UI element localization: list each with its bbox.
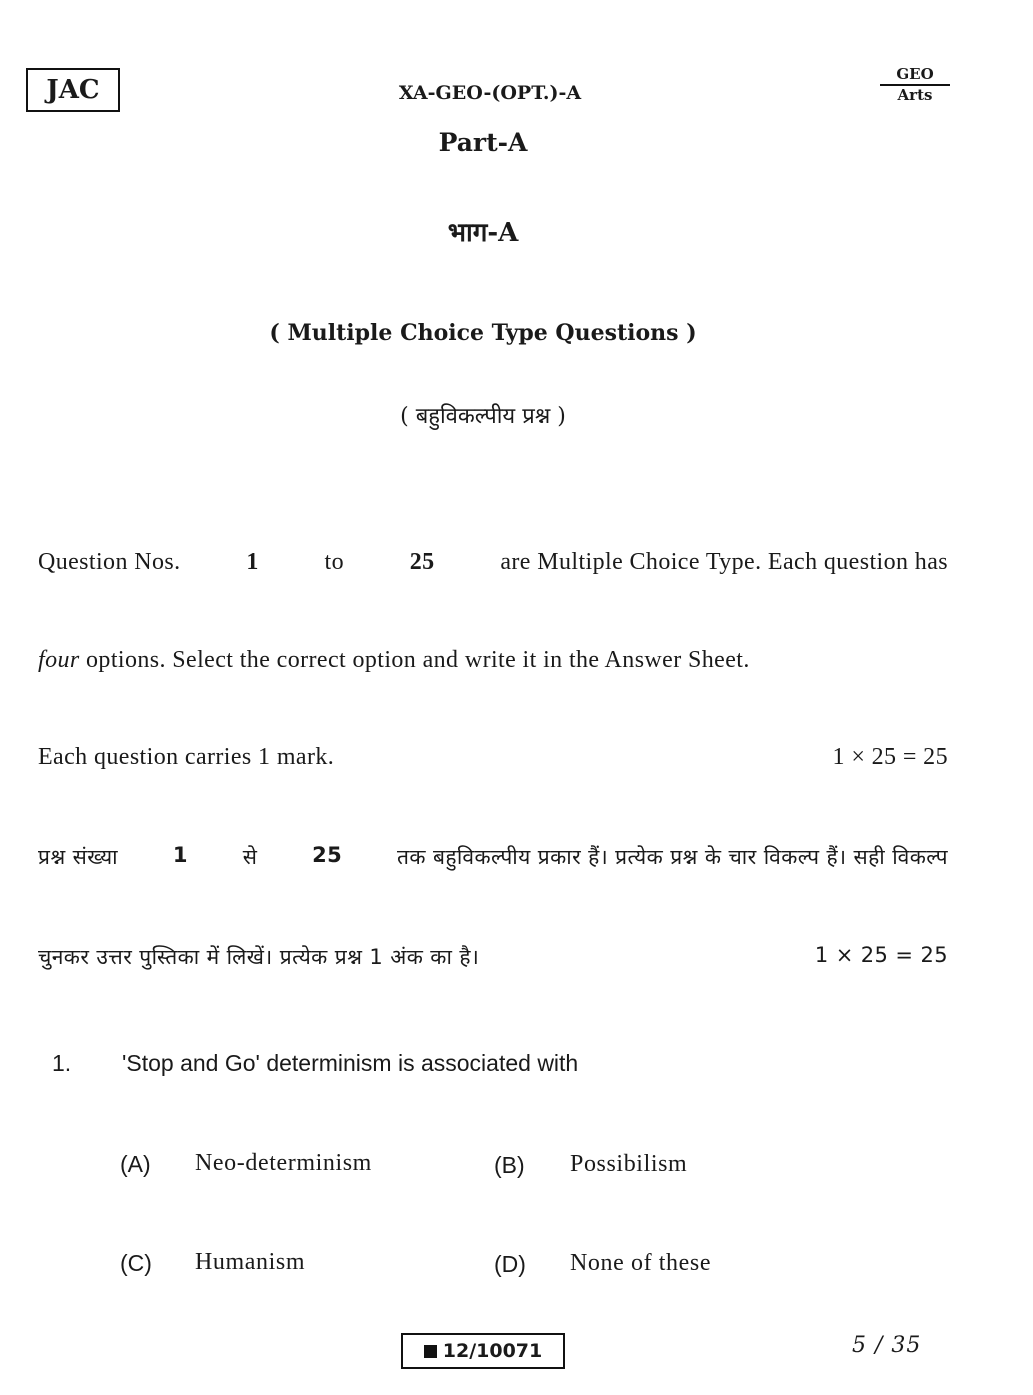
instruction-en-line2 bbox=[38, 647, 948, 674]
option-c-text: Humanism bbox=[195, 1249, 306, 1275]
instruction-hi-line1 bbox=[38, 843, 948, 871]
instr-num: 1 bbox=[246, 549, 259, 575]
instr-italic: four bbox=[38, 647, 80, 673]
board-logo-box: JAC bbox=[26, 68, 120, 112]
part-title-en: Part-A bbox=[438, 128, 528, 157]
option-b-text: Possibilism bbox=[570, 1151, 688, 1177]
instr-text: तक बहुविकल्पीय प्रकार हैं। प्रत्येक प्रश्न के चार विकल्प हैं। सही विकल्प bbox=[397, 845, 948, 869]
option-d-letter: (D) bbox=[494, 1251, 526, 1277]
paper-code: XA-GEO-(OPT.)-A bbox=[398, 82, 582, 104]
instruction-hi-line2 bbox=[38, 943, 948, 971]
section-type-en: ( Multiple Choice Type Questions ) bbox=[269, 320, 697, 346]
footer-code-box bbox=[401, 1333, 565, 1369]
square-icon bbox=[424, 1345, 437, 1358]
option-a-letter: (A) bbox=[120, 1151, 151, 1177]
marks-en: 1 × 25 = 25 bbox=[832, 744, 948, 770]
option-a-text: Neo-determinism bbox=[195, 1150, 372, 1176]
instr-text: चुनकर उत्तर पुस्तिका में लिखें। प्रत्येक प्रश्न 1 अंक का है। bbox=[38, 945, 480, 969]
instruction-en-line1 bbox=[38, 549, 948, 576]
question-text: 'Stop and Go' determinism is associated with bbox=[122, 1050, 579, 1076]
part-title-hi: भाग-A bbox=[447, 218, 519, 248]
instruction-en-line3 bbox=[38, 744, 948, 771]
instr-text: से bbox=[242, 845, 258, 869]
option-b-letter: (B) bbox=[494, 1152, 525, 1178]
section-type-hi: ( बहुविकल्पीय प्रश्न ) bbox=[400, 404, 566, 429]
subject-label bbox=[880, 66, 950, 104]
footer-code: 12/10071 bbox=[442, 1340, 543, 1362]
instr-text: to bbox=[324, 549, 344, 575]
instr-num: 25 bbox=[409, 549, 435, 575]
instr-text: Each question carries 1 mark. bbox=[38, 744, 335, 770]
subject-top: GEO bbox=[880, 66, 950, 86]
instr-text: प्रश्न संख्या bbox=[38, 845, 118, 869]
subject-bottom: Arts bbox=[897, 86, 933, 104]
instr-text: Question Nos. bbox=[38, 549, 181, 575]
marks-hi: 1 × 25 = 25 bbox=[814, 943, 948, 967]
instr-text: options. Select the correct option and write it in the Answer Sheet. bbox=[86, 647, 750, 673]
option-d-text: None of these bbox=[570, 1250, 712, 1276]
option-c-letter: (C) bbox=[120, 1250, 152, 1276]
instr-text: are Multiple Choice Type. Each question has bbox=[500, 549, 948, 575]
instr-num: 1 bbox=[172, 843, 188, 867]
page-number: 5 / 35 bbox=[852, 1333, 922, 1358]
instr-num: 25 bbox=[312, 843, 343, 867]
question-number: 1. bbox=[52, 1050, 72, 1076]
